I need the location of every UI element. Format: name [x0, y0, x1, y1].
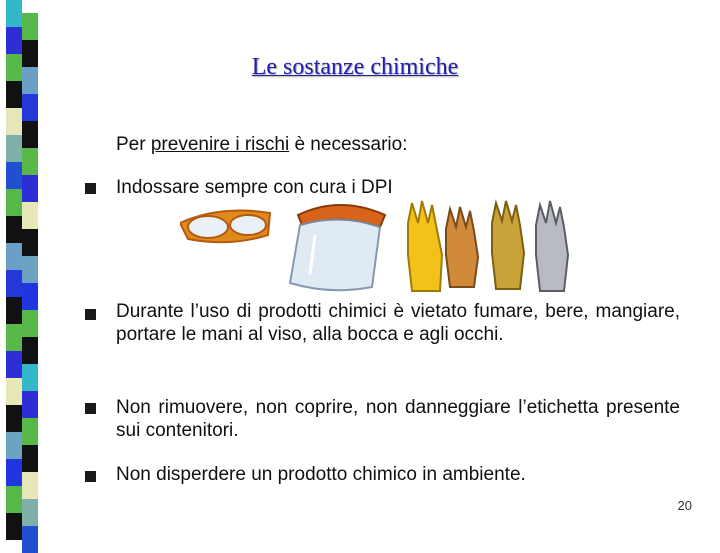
strip-block — [22, 40, 38, 67]
strip-block — [22, 364, 38, 391]
strip-block — [22, 445, 38, 472]
intro-prefix: Per — [116, 134, 151, 155]
strip-block — [6, 513, 22, 540]
strip-block — [22, 310, 38, 337]
yellow-glove-icon — [408, 201, 442, 291]
strip-block — [6, 378, 22, 405]
strip-block — [6, 405, 22, 432]
strip-block — [22, 94, 38, 121]
strip-block — [22, 256, 38, 283]
strip-block — [22, 499, 38, 526]
strip-block — [6, 189, 22, 216]
strip-block — [22, 418, 38, 445]
strip-block — [6, 324, 22, 351]
strip-block — [22, 202, 38, 229]
strip-block — [6, 81, 22, 108]
bullet-item-divieti: Durante l’uso di prodotti chimici è vietato fumare, bere, mangiare, portare le mani al viso, alla bocca e agli occhi. — [116, 301, 680, 345]
slide-title: Le sostanze chimiche — [251, 54, 459, 80]
strip-block — [22, 148, 38, 175]
strip-block — [6, 351, 22, 378]
strip-block — [22, 472, 38, 499]
bullet-item-ambiente: Non disperdere un prodotto chimico in ambiente. — [116, 464, 526, 485]
bullet-item-dpi: Indossare sempre con cura i DPI — [116, 177, 393, 198]
strip-block — [22, 175, 38, 202]
page-number: 20 — [677, 498, 692, 513]
square-bullet-icon — [85, 403, 96, 414]
ppe-equipment-image — [180, 195, 580, 295]
strip-block — [22, 121, 38, 148]
strip-block — [6, 162, 22, 189]
work-glove-icon — [492, 201, 524, 289]
strip-block — [22, 391, 38, 418]
strip-block — [6, 54, 22, 81]
strip-block — [6, 216, 22, 243]
strip-block — [6, 432, 22, 459]
strip-block — [22, 337, 38, 364]
safety-goggles-icon — [180, 211, 270, 243]
strip-block — [22, 229, 38, 256]
intro-suffix: è necessario: — [289, 134, 408, 155]
chainmail-glove-icon — [536, 201, 568, 291]
square-bullet-icon — [85, 471, 96, 482]
bullet-item-etichetta: Non rimuovere, non coprire, non danneggiare l’etichetta presente sui contenitori. — [116, 397, 680, 441]
intro-underlined: prevenire i rischi — [150, 134, 290, 155]
strip-block — [6, 297, 22, 324]
strip-block — [6, 0, 22, 27]
face-shield-icon — [290, 205, 385, 290]
leather-glove-icon — [446, 207, 478, 287]
strip-block — [6, 108, 22, 135]
strip-block — [6, 459, 22, 486]
decorative-color-strip — [0, 0, 42, 540]
strip-block — [6, 27, 22, 54]
strip-block — [6, 486, 22, 513]
strip-block — [6, 135, 22, 162]
strip-block — [6, 270, 22, 297]
square-bullet-icon — [85, 183, 96, 194]
strip-block — [22, 13, 38, 40]
square-bullet-icon — [85, 309, 96, 320]
strip-block — [22, 67, 38, 94]
intro-text — [116, 134, 407, 156]
strip-block — [22, 283, 38, 310]
strip-block — [6, 243, 22, 270]
